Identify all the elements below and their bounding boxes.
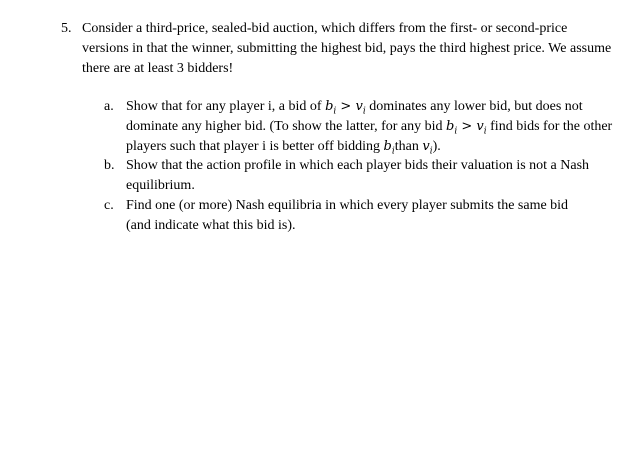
math-bi-gt-vi-2: $b_i > v_i$ — [446, 119, 487, 137]
part-a-text-2: dominates any lower bid, but does not dominate any higher bid. (To show the latter, for any bid — [126, 99, 583, 134]
part-a-text-3: find bids for the other players such that player i is better off bidding — [126, 119, 613, 154]
math-vi: $v_i$ — [422, 139, 433, 157]
part-a-text-5: ). — [432, 139, 441, 154]
part-b-text: Show that the action profile in which each player bids their valuation is not a Nash equilibrium. — [126, 158, 590, 193]
part-c-text: Find one (or more) Nash equilibria in which every player submits the same bid (and indicate what this bid is). — [126, 198, 569, 233]
question-number: 5. — [61, 21, 72, 36]
math-bi: $b_i$ — [383, 139, 395, 157]
part-a-label: a. — [104, 99, 114, 114]
part-b-label: b. — [104, 158, 115, 173]
part-a-text-4: than — [394, 139, 423, 154]
math-bi-gt-vi-1: $b_i > v_i$ — [325, 99, 366, 117]
question-intro: Consider a third-price, sealed-bid auction, which differs from the first- or second-price versions in that the winner, submitting the highest bid, pays the third highest price. We assume there are at least 3 bidders! — [82, 21, 612, 76]
part-c-label: c. — [104, 198, 114, 213]
part-a-text-1: Show that for any player i, a bid of — [126, 99, 326, 114]
part-a-text — [126, 97, 614, 157]
